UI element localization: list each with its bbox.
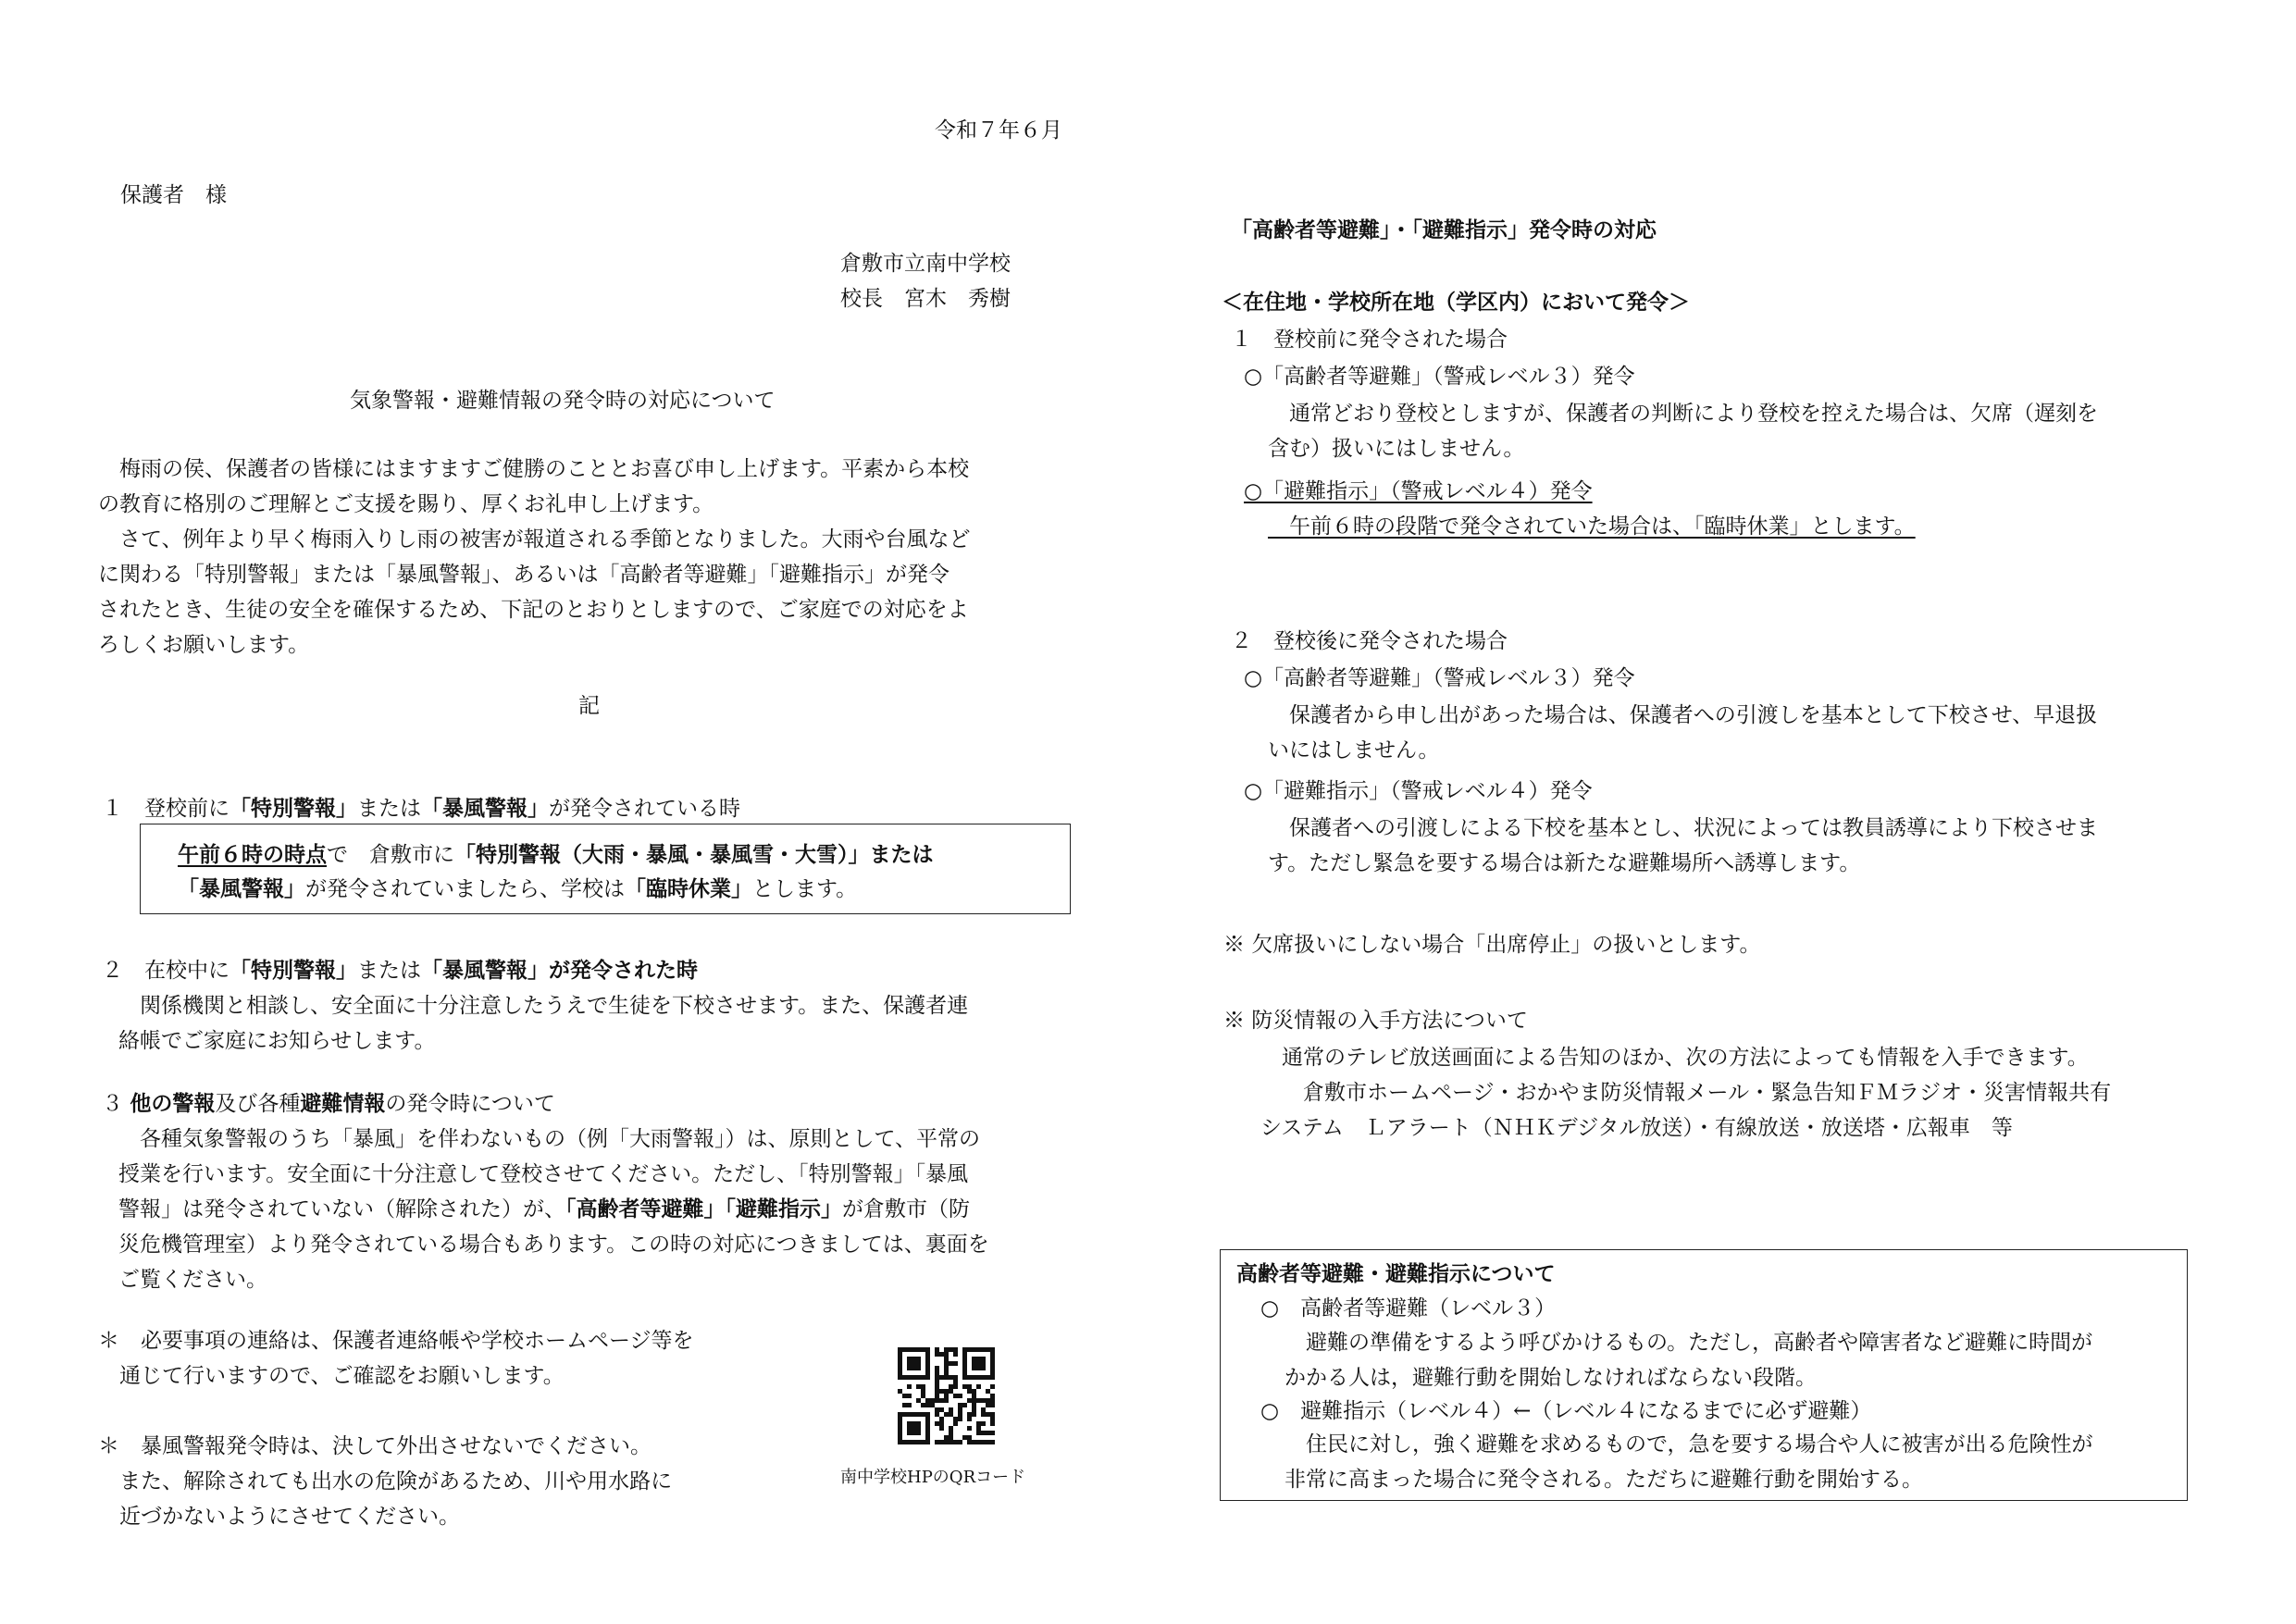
p2a-line: いにはしません。 bbox=[1268, 738, 1440, 762]
definition-box-title: 高齢者等避難・避難指示について bbox=[1236, 1262, 1556, 1286]
section3-heading bbox=[102, 1086, 555, 1122]
qr-module bbox=[990, 1440, 995, 1444]
section1-number: １ bbox=[102, 797, 144, 821]
section1-text: 登校前に bbox=[144, 797, 230, 821]
area-heading: ＜在住地・学校所在地（学区内）において発令＞ bbox=[1222, 291, 1690, 315]
p2b-heading: ○「避難指示」（警戒レベル４）発令 bbox=[1244, 779, 1593, 803]
qr-caption: 南中学校HPのQRコード bbox=[840, 1468, 1026, 1487]
absence-note: ※ 欠席扱いにしない場合「出席停止」の扱いとします。 bbox=[1223, 933, 1761, 957]
section2-body bbox=[118, 988, 968, 1059]
section2-line: 関係機関と相談し、安全面に十分注意したうえで生徒を下校させます。また、保護者連 bbox=[118, 994, 969, 1018]
storm-warning-label: 「暴風警報」 bbox=[421, 797, 549, 821]
section1-box-line2 bbox=[178, 872, 857, 907]
note-line: ＊ 暴風警報発令時は、決して外出させないでください。 bbox=[98, 1434, 652, 1458]
evacuation-orders-label: 「高齢者等避難」「避難指示」 bbox=[565, 1197, 842, 1221]
info-line: システム Ｌアラート（ＮＨＫデジタル放送）・有線放送・放送塔・広報車 等 bbox=[1260, 1116, 2013, 1140]
p1b-body: 午前６時の段階で発令されていた場合は、「臨時休業」とします。 bbox=[1268, 514, 1916, 539]
box-line2-text: が発令されていましたら、学校は bbox=[305, 877, 625, 901]
addressee: 保護者 様 bbox=[120, 183, 227, 207]
note-line: ＊ 必要事項の連絡は、保護者連絡帳や学校ホームページ等を bbox=[98, 1329, 694, 1353]
note-line: 通じて行いますので、ご確認をお願いします。 bbox=[98, 1364, 565, 1388]
qr-code[interactable] bbox=[898, 1347, 995, 1444]
section1-tail: が発令されている時 bbox=[549, 797, 740, 821]
special-warning-label: 「特別警報」 bbox=[230, 797, 357, 821]
section3-line3c: が倉敷市（防 bbox=[842, 1197, 970, 1221]
section2-text: 在校中に bbox=[144, 959, 230, 983]
note-line: また、解除されても出水の危険があるため、川や用水路に bbox=[98, 1469, 673, 1494]
school-name: 倉敷市立南中学校 bbox=[840, 252, 1011, 276]
p2b-body bbox=[1268, 811, 2098, 881]
section2-or: または bbox=[357, 959, 421, 983]
intro-line: さて、例年より早く梅雨入りし雨の被害が報道される季節となりました。大雨や台風など bbox=[98, 527, 971, 552]
right-title: 「高齢者等避難」・「避難指示」発令時の対応 bbox=[1231, 218, 1657, 242]
level3-body bbox=[1285, 1325, 2092, 1395]
note-line: 近づかないようにさせてください。 bbox=[98, 1505, 460, 1529]
p1a-heading: ○「高齢者等避難」（警戒レベル３）発令 bbox=[1244, 365, 1635, 389]
p1-heading: １ 登校前に発令された場合 bbox=[1231, 328, 1508, 352]
date: 令和７年６月 bbox=[935, 118, 1062, 143]
p2-heading: ２ 登校後に発令された場合 bbox=[1231, 629, 1508, 653]
p2b-line: 保護者への引渡しによる下校を基本とし、状況によっては教員誘導により下校させま bbox=[1268, 816, 2098, 840]
evacuation-info-label: 避難情報 bbox=[300, 1092, 386, 1116]
box-line2-tail: とします。 bbox=[752, 877, 858, 901]
ki-heading: 記 bbox=[578, 694, 600, 718]
p2a-body bbox=[1268, 698, 2097, 768]
other-warnings-label: 他の警報 bbox=[130, 1092, 216, 1116]
principal-name: 校長 宮木 秀樹 bbox=[840, 287, 1011, 311]
section3-number: ３ bbox=[102, 1092, 130, 1116]
level4-line: 住民に対し，強く避難を求めるもので，急を要する場合や人に被害が出る危険性が bbox=[1285, 1432, 2093, 1457]
temporary-closure-label: 「臨時休業」 bbox=[625, 877, 752, 901]
p1a-line: 通常どおり登校としますが、保護者の判断により登校を控えた場合は、欠席（遅刻を bbox=[1268, 402, 2098, 426]
section3-line: ご覧ください。 bbox=[118, 1268, 267, 1292]
p2a-line: 保護者から申し出があった場合は、保護者への引渡しを基本として下校させ、早退扱 bbox=[1268, 703, 2098, 727]
section3-line3a: 警報」は発令されていない（解除された）が、 bbox=[118, 1197, 565, 1221]
p1b-heading: ○「避難指示」（警戒レベル４）発令 bbox=[1244, 479, 1593, 503]
intro-line: の教育に格別のご理解とご支援を賜り、厚くお礼申し上げます。 bbox=[98, 492, 714, 516]
section3-line: 各種気象警報のうち「暴風」を伴わないもの（例「大雨警報」）は、原則として、平常の bbox=[118, 1127, 981, 1151]
section2-number: ２ bbox=[102, 959, 144, 983]
p2a-heading: ○「高齢者等避難」（警戒レベル３）発令 bbox=[1244, 666, 1635, 690]
section2-heading bbox=[102, 953, 698, 988]
box-special-warning: 「特別警報（大雨・暴風・暴風雪・大雪）」または bbox=[454, 843, 934, 867]
info-line: 通常のテレビ放送画面による告知のほか、次の方法によっても情報を入手できます。 bbox=[1260, 1046, 2089, 1070]
section3-and: 及び各種 bbox=[215, 1092, 301, 1116]
intro-line: されたとき、生徒の安全を確保するため、下記のとおりとしますので、ご家庭での対応をよ bbox=[98, 598, 969, 622]
box-line1-text: で 倉敷市に bbox=[327, 843, 454, 867]
section1-box-line1 bbox=[178, 837, 934, 873]
intro-paragraph bbox=[98, 452, 971, 663]
level4-body bbox=[1285, 1427, 2093, 1497]
section1-heading bbox=[102, 791, 740, 826]
storm-warning-label: 「暴風警報」が発令された時 bbox=[421, 959, 698, 983]
level4-heading: ○ 避難指示（レベル４）←（レベル４になるまでに必ず避難） bbox=[1260, 1399, 1872, 1423]
section3-line: 授業を行います。安全面に十分注意して登校させてください。ただし、「特別警報」「暴風 bbox=[118, 1162, 969, 1186]
section2-line: 絡帳でご家庭にお知らせします。 bbox=[118, 1029, 436, 1053]
intro-line: 梅雨の侯、保護者の皆様にはますますご健勝のこととお喜び申し上げます。平素から本校 bbox=[98, 457, 970, 481]
level3-line: 避難の準備をするよう呼びかけるもの。ただし，高齢者や障害者など避難に時間が bbox=[1285, 1331, 2093, 1355]
p1a-body bbox=[1268, 396, 2098, 466]
level3-line: かかる人は，避難行動を開始しなければならない段階。 bbox=[1285, 1366, 1817, 1390]
intro-line: ろしくお願いします。 bbox=[98, 633, 310, 657]
p1a-line: 含む）扱いにはしません。 bbox=[1268, 437, 1525, 461]
document-title: 気象警報・避難情報の発令時の対応について bbox=[350, 389, 776, 413]
p2b-line: す。ただし緊急を要する場合は新たな避難場所へ誘導します。 bbox=[1268, 851, 1861, 875]
special-warning-label: 「特別警報」 bbox=[230, 959, 357, 983]
info-line: 倉敷市ホームページ・おかやま防災情報メール・緊急告知ＦＭラジオ・災害情報共有 bbox=[1260, 1081, 2112, 1105]
info-heading: ※ 防災情報の入手方法について bbox=[1223, 1009, 1528, 1033]
level4-line: 非常に高まった場合に発令される。ただちに避難行動を開始する。 bbox=[1285, 1468, 1923, 1492]
six-am-label: 午前６時の時点 bbox=[178, 843, 327, 867]
section3-body bbox=[118, 1122, 989, 1297]
section1-or: または bbox=[357, 797, 421, 821]
contact-note bbox=[98, 1323, 694, 1394]
intro-line: に関わる「特別警報」または「暴風警報」、あるいは「高齢者等避難」「避難指示」が発令 bbox=[98, 563, 949, 587]
section3-tail: の発令時について bbox=[385, 1092, 555, 1116]
section3-line: 災危機管理室）より発令されている場合もあります。この時の対応につきましては、裏面を bbox=[118, 1233, 989, 1257]
box-storm-warning: 「暴風警報」 bbox=[178, 877, 305, 901]
level3-heading: ○ 高齢者等避難（レベル３） bbox=[1260, 1296, 1557, 1320]
info-body bbox=[1260, 1040, 2111, 1146]
section3-line bbox=[118, 1192, 989, 1227]
storm-note bbox=[98, 1429, 672, 1534]
